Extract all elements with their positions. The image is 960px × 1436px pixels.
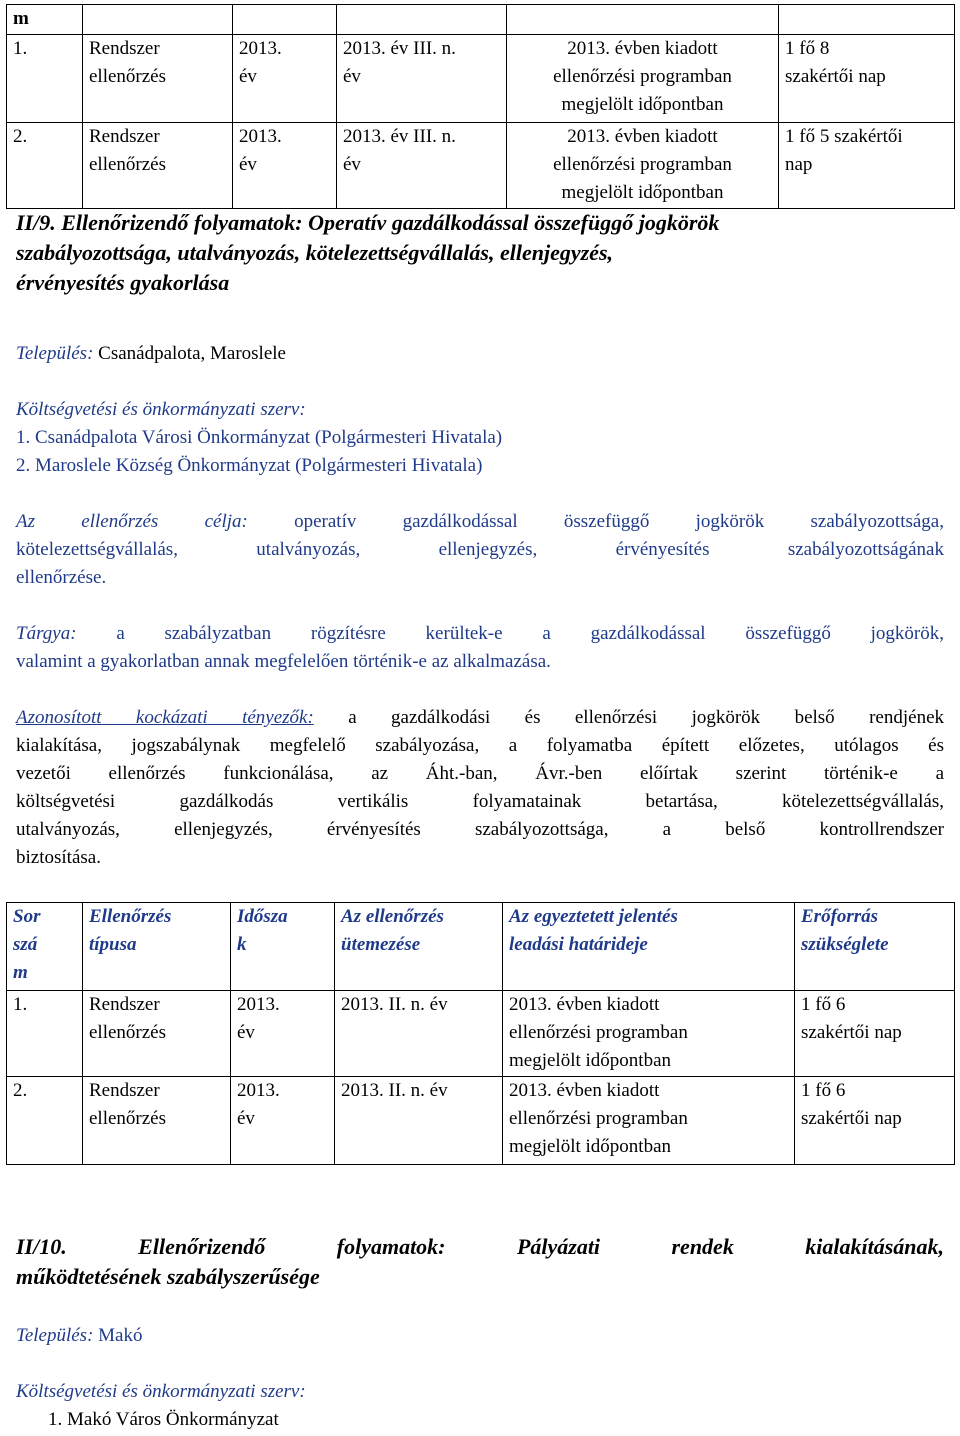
deadline: 2013. évben kiadott ellenőrzési programban megjelölt időpontban bbox=[507, 35, 779, 123]
deadline: 2013. évben kiadott ellenőrzési programban megjelölt időpontban bbox=[503, 991, 795, 1077]
resource: 1 fő 6 szakértői nap bbox=[795, 991, 955, 1077]
settlement-line-10 bbox=[16, 1322, 944, 1350]
table-row bbox=[7, 1077, 955, 1165]
org-item-2: 2. Maroslele Község Önkormányzat (Polgármesteri Hivatala) bbox=[16, 455, 483, 476]
resource: 1 fő 5 szakértői nap bbox=[779, 123, 955, 209]
table-row bbox=[7, 35, 955, 123]
header-period: Idősza k bbox=[231, 903, 335, 991]
row-number: 2. bbox=[7, 123, 83, 209]
section-9-title: II/9. Ellenőrizendő folyamatok: Operatív gazdálkodással összefüggő jogkörök szabályozottsága, utalványozás, kötelezettségvállalás, ellenjegyzés, érvényesítés gyakorlása bbox=[16, 210, 720, 295]
settlement-value: Makó bbox=[93, 1325, 143, 1346]
schedule: 2013. év III. n. év bbox=[337, 35, 507, 123]
schedule: 2013. II. n. év bbox=[335, 991, 503, 1077]
top-table bbox=[6, 4, 955, 209]
check-type: Rendszer ellenőrzés bbox=[83, 991, 231, 1077]
subject-paragraph: Tárgya: a szabályzatban rögzítésre kerültek-e a gazdálkodással összefüggő jogkörök, valamint a gyakorlatban annak megfelelően történik-e az alkalmazása. bbox=[16, 623, 944, 672]
header-resource: Erőforrás szükséglete bbox=[795, 903, 955, 991]
risk-paragraph: Azonosított kockázati tényezők: a gazdálkodási és ellenőrzési jogkörök belső rendjének kialakítása, jogszabálynak megfelelő szabályozása, a folyamatba épített előzetes, utólagos és vezetői ellenőrzés funkcionálása, az Áht.-ban, Ávr.-ben előírtak szerint történik-e a költségvetési gazdálkodás vertikális folyamatainak betartása, kötelezettségvállalás, utalványozás, ellenjegyzés, érvényesítés szabályozottsága, a belső kontrollrendszer biztosítása. bbox=[16, 707, 944, 868]
check-type: Rendszer ellenőrzés bbox=[83, 123, 233, 209]
settlement-label: Település: bbox=[16, 1325, 94, 1346]
section-10-title: II/10. Ellenőrizendő folyamatok: Pályázati rendek kialakításának, működtetésének szabályszerűsége bbox=[16, 1234, 944, 1289]
table-header-row bbox=[7, 903, 955, 991]
purpose-label: Az ellenőrzés célja: bbox=[16, 511, 248, 532]
header-fragment: m bbox=[7, 5, 83, 35]
org-block-10 bbox=[16, 1378, 944, 1434]
row-number: 1. bbox=[7, 35, 83, 123]
schedule: 2013. II. n. év bbox=[335, 1077, 503, 1165]
schedule-table bbox=[6, 902, 955, 1165]
purpose-paragraph: Az ellenőrzés célja: operatív gazdálkodással összefüggő jogkörök szabályozottsága, kötelezettségvállalás, utalványozás, ellenjegyzés, érvényesítés szabályozottságának ellenőrzése. bbox=[16, 511, 944, 588]
header-deadline: Az egyeztetett jelentés leadási határideje bbox=[503, 903, 795, 991]
settlement-label: Település: bbox=[16, 343, 94, 364]
table-row bbox=[7, 123, 955, 209]
schedule: 2013. év III. n. év bbox=[337, 123, 507, 209]
org-label: Költségvetési és önkormányzati szerv: bbox=[16, 1381, 306, 1402]
header-row-number: Sor szá m bbox=[7, 903, 83, 991]
period: 2013. év bbox=[233, 35, 337, 123]
check-type: Rendszer ellenőrzés bbox=[83, 35, 233, 123]
subject-label: Tárgya: bbox=[16, 623, 77, 644]
settlement-value: Csanádpalota, Maroslele bbox=[93, 343, 286, 364]
header-schedule: Az ellenőrzés ütemezése bbox=[335, 903, 503, 991]
header-check-type: Ellenőrzés típusa bbox=[83, 903, 231, 991]
resource: 1 fő 8 szakértői nap bbox=[779, 35, 955, 123]
deadline: 2013. évben kiadott ellenőrzési programban megjelölt időpontban bbox=[507, 123, 779, 209]
settlement-line bbox=[16, 340, 944, 368]
org-block bbox=[16, 396, 944, 480]
period: 2013. év bbox=[233, 123, 337, 209]
period: 2013. év bbox=[231, 991, 335, 1077]
risk-label: Azonosított kockázati tényezők: bbox=[16, 707, 314, 728]
table-row bbox=[7, 5, 955, 35]
row-number: 1. bbox=[7, 991, 83, 1077]
check-type: Rendszer ellenőrzés bbox=[83, 1077, 231, 1165]
org-item-1: 1. Csanádpalota Városi Önkormányzat (Polgármesteri Hivatala) bbox=[16, 427, 503, 448]
row-number: 2. bbox=[7, 1077, 83, 1165]
deadline: 2013. évben kiadott ellenőrzési programban megjelölt időpontban bbox=[503, 1077, 795, 1165]
org-label: Költségvetési és önkormányzati szerv: bbox=[16, 399, 306, 420]
resource: 1 fő 6 szakértői nap bbox=[795, 1077, 955, 1165]
table-row bbox=[7, 991, 955, 1077]
org-item-1: 1. Makó Város Önkormányzat bbox=[48, 1409, 279, 1430]
period: 2013. év bbox=[231, 1077, 335, 1165]
